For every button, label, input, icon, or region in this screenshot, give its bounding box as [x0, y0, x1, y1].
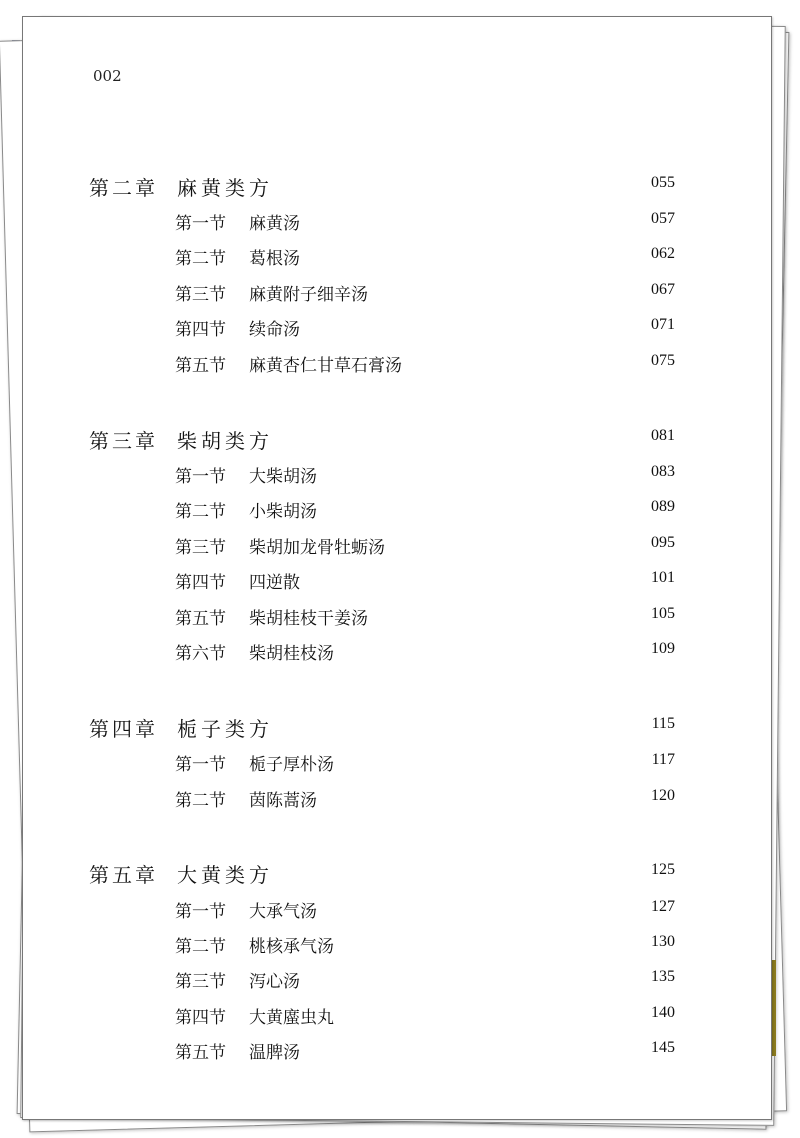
section-page: 067	[651, 281, 675, 298]
section-title: 大黄䗪虫丸	[249, 1008, 334, 1028]
section-label: 第六节	[175, 644, 226, 664]
section-page: 101	[651, 569, 675, 586]
section-page: 071	[651, 316, 675, 333]
section-page: 109	[651, 640, 675, 657]
section-page: 062	[651, 245, 675, 262]
section-label: 第二节	[175, 502, 226, 522]
chapter-title: 柴胡类方	[177, 429, 273, 453]
section-row[interactable]	[23, 209, 771, 237]
section-page: 140	[651, 1004, 675, 1021]
section-title: 泻心汤	[249, 972, 300, 992]
section-title: 麻黄汤	[249, 214, 300, 234]
section-label: 第五节	[175, 1043, 226, 1063]
section-title: 麻黄杏仁甘草石膏汤	[249, 356, 402, 376]
section-page: 083	[651, 463, 675, 480]
chapter-page: 115	[651, 715, 675, 732]
section-row[interactable]	[23, 786, 771, 814]
section-title: 茵陈蒿汤	[249, 791, 317, 811]
section-label: 第五节	[175, 609, 226, 629]
chapter-page: 125	[651, 861, 675, 878]
section-page: 127	[651, 898, 675, 915]
chapter-page: 081	[651, 427, 675, 444]
section-label: 第二节	[175, 791, 226, 811]
section-title: 葛根汤	[249, 249, 300, 269]
section-row[interactable]	[23, 967, 771, 995]
section-row[interactable]	[23, 280, 771, 308]
section-row[interactable]	[23, 639, 771, 667]
section-title: 四逆散	[249, 573, 300, 593]
chapter-label: 第五章	[89, 863, 158, 887]
section-page: 089	[651, 498, 675, 515]
section-page: 105	[651, 605, 675, 622]
section-label: 第一节	[175, 467, 226, 487]
chapter-title: 麻黄类方	[177, 176, 273, 200]
chapter-title: 大黄类方	[177, 863, 273, 887]
section-title: 大柴胡汤	[249, 467, 317, 487]
section-row[interactable]	[23, 533, 771, 561]
chapter-label: 第三章	[89, 429, 158, 453]
section-label: 第一节	[175, 755, 226, 775]
section-row[interactable]	[23, 1003, 771, 1031]
section-label: 第四节	[175, 573, 226, 593]
section-page: 120	[651, 787, 675, 804]
section-row[interactable]	[23, 932, 771, 960]
section-title: 续命汤	[249, 320, 300, 340]
chapter-row[interactable]	[23, 859, 771, 889]
section-page: 145	[651, 1039, 675, 1056]
chapter-row[interactable]	[23, 713, 771, 743]
toc-page	[22, 16, 772, 1120]
section-title: 温脾汤	[249, 1043, 300, 1063]
section-label: 第二节	[175, 249, 226, 269]
section-row[interactable]	[23, 244, 771, 272]
section-page: 135	[651, 968, 675, 985]
section-title: 柴胡桂枝汤	[249, 644, 334, 664]
chapter-title: 栀子类方	[177, 717, 273, 741]
section-label: 第二节	[175, 937, 226, 957]
section-page: 057	[651, 210, 675, 227]
section-row[interactable]	[23, 897, 771, 925]
section-row[interactable]	[23, 497, 771, 525]
section-row[interactable]	[23, 315, 771, 343]
section-title: 栀子厚朴汤	[249, 755, 334, 775]
section-page: 095	[651, 534, 675, 551]
section-page: 075	[651, 352, 675, 369]
section-title: 大承气汤	[249, 902, 317, 922]
section-row[interactable]	[23, 351, 771, 379]
section-page: 117	[651, 751, 675, 768]
page-number: 002	[93, 67, 122, 85]
section-title: 柴胡桂枝干姜汤	[249, 609, 368, 629]
section-label: 第三节	[175, 972, 226, 992]
section-label: 第四节	[175, 320, 226, 340]
section-row[interactable]	[23, 750, 771, 778]
section-row[interactable]	[23, 462, 771, 490]
chapter-label: 第二章	[89, 176, 158, 200]
chapter-row[interactable]	[23, 172, 771, 202]
section-label: 第一节	[175, 902, 226, 922]
section-label: 第一节	[175, 214, 226, 234]
section-label: 第四节	[175, 1008, 226, 1028]
section-title: 桃核承气汤	[249, 937, 334, 957]
section-row[interactable]	[23, 568, 771, 596]
section-label: 第三节	[175, 285, 226, 305]
section-title: 柴胡加龙骨牡蛎汤	[249, 538, 385, 558]
section-row[interactable]	[23, 604, 771, 632]
section-page: 130	[651, 933, 675, 950]
chapter-row[interactable]	[23, 425, 771, 455]
section-title: 麻黄附子细辛汤	[249, 285, 368, 305]
chapter-label: 第四章	[89, 717, 158, 741]
section-label: 第五节	[175, 356, 226, 376]
section-title: 小柴胡汤	[249, 502, 317, 522]
section-label: 第三节	[175, 538, 226, 558]
chapter-page: 055	[651, 174, 675, 191]
section-row[interactable]	[23, 1038, 771, 1066]
